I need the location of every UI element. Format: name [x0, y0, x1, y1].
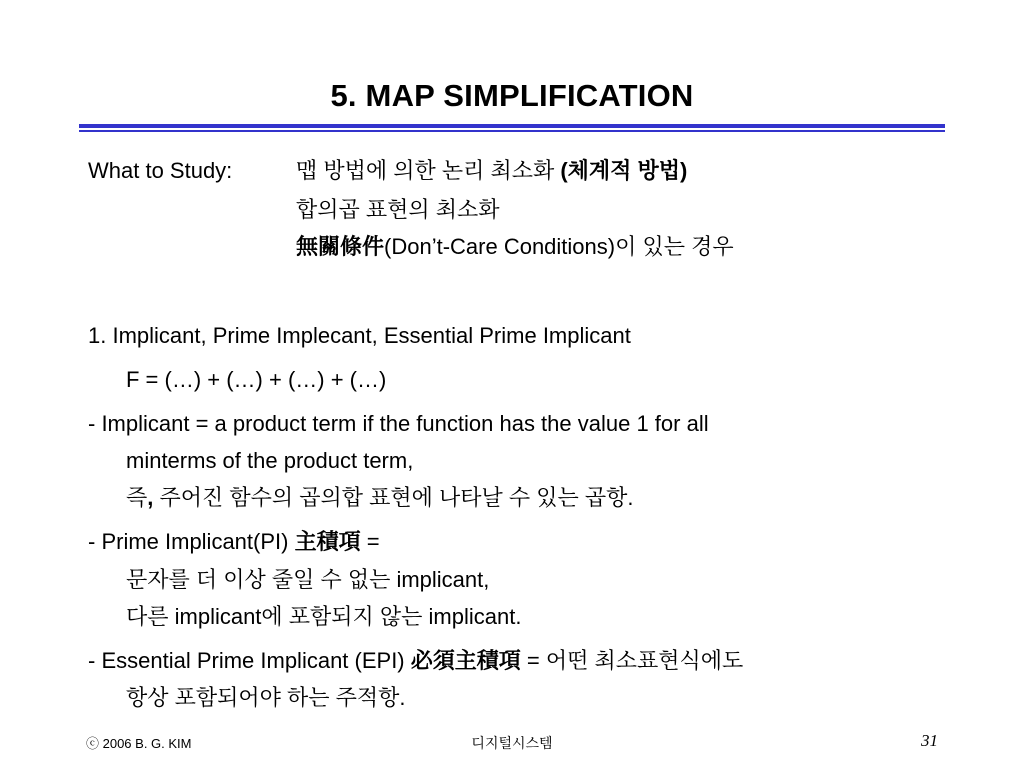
footer-copyright: ⓒ 2006 B. G. KIM [86, 736, 192, 751]
essential-pi-def: = 어떤 최소표현식에도 [520, 648, 744, 673]
study-label: What to Study: [88, 158, 233, 183]
study-item-3-hanja: 無關條件 [296, 234, 385, 259]
prime-implicant-label: - Prime Implicant(PI) [88, 529, 295, 554]
prime-implicant-line-3: 다른 implicant에 포함되지 않는 implicant. [126, 604, 522, 629]
study-item-1-paren: (체계적 방법) [560, 158, 688, 183]
prime-implicant-hanja: 主積項 [294, 529, 361, 554]
implicant-def-line-2: minterms of the product term, [126, 448, 414, 473]
formula: F = (…) + (…) + (…) + (…) [126, 367, 387, 392]
essential-pi-hanja: 必須主積項 [410, 648, 521, 673]
study-item-3-text: (Don’t-Care Conditions)이 있는 경우 [384, 234, 734, 259]
study-item-2: 합의곱 표현의 최소화 [296, 197, 500, 222]
essential-pi-label: - Essential Prime Implicant (EPI) [88, 648, 411, 673]
implicant-def-line-1: - Implicant = a product term if the function has the value 1 for all [88, 411, 709, 436]
prime-implicant-line-1 [88, 529, 380, 555]
implicant-def-line-3 [126, 485, 633, 511]
prime-implicant-equals: = [360, 529, 380, 554]
prime-implicant-line-2: 문자를 더 이상 줄일 수 없는 implicant, [126, 567, 490, 592]
study-item-3 [296, 234, 734, 260]
essential-pi-line-1 [88, 648, 743, 674]
page-number: 31 [921, 731, 938, 750]
section-1-heading: 1. Implicant, Prime Implecant, Essential Prime Implicant [88, 323, 631, 348]
essential-pi-line-2: 항상 포함되어야 하는 주적항. [126, 685, 406, 710]
implicant-def-line-3-a: 즉 [126, 485, 148, 510]
study-item-1 [296, 158, 687, 184]
implicant-def-line-3-b: 주어진 함수의 곱의합 표현에 나타날 수 있는 곱항. [153, 485, 634, 510]
footer-course-title: 디지털시스템 [471, 735, 553, 751]
implicant-def-line-3-comma: , [147, 485, 154, 510]
slide-title: 5. MAP SIMPLIFICATION [330, 78, 694, 113]
study-item-1-text: 맵 방법에 의한 논리 최소화 [296, 158, 561, 183]
